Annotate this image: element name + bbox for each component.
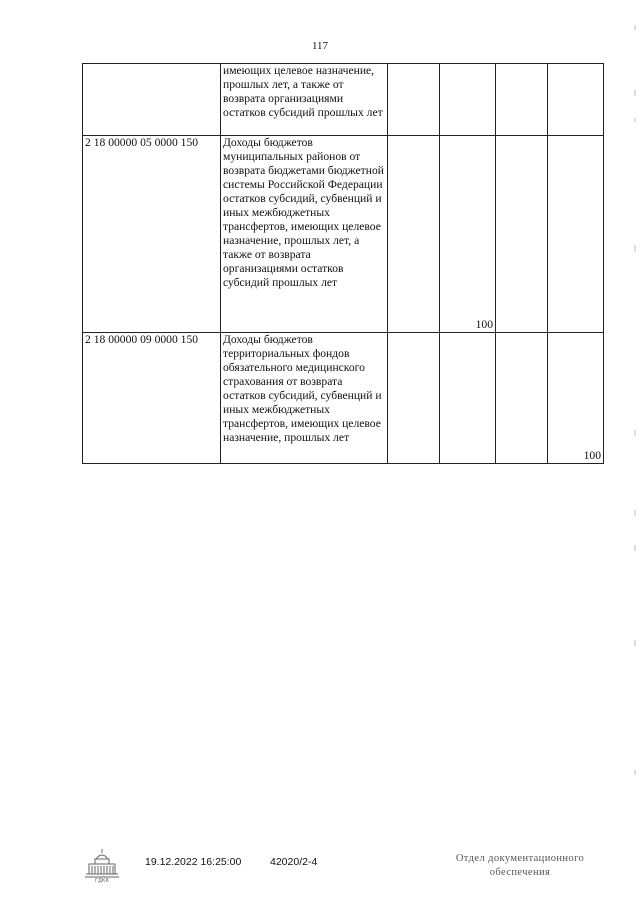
name-cell: Доходы бюджетов муниципальных районов от возврата бюджетами бюджетной системы Российской Федерации остатков субсидий, субвенций и иных межбюджетных трансфертов, имеющих целевое назначение, прошлых лет, а также от возврата организациями остатков субсидий прошлых лет xyxy=(221,136,388,333)
value-cell xyxy=(548,64,604,136)
value-cell xyxy=(388,64,440,136)
code-cell xyxy=(83,64,221,136)
building-emblem-icon xyxy=(83,847,121,883)
name-cell: Доходы бюджетов территориальных фондов обязательного медицинского страхования от возврата остатков субсидий, субвенций и иных межбюджетных трансфертов, имеющих целевое назначение, прошлых лет xyxy=(221,333,388,464)
budget-table xyxy=(82,63,604,464)
page-number: 117 xyxy=(311,40,329,52)
table-row xyxy=(83,64,604,136)
value-cell: 100 xyxy=(440,136,496,333)
value-cell xyxy=(440,64,496,136)
code-cell: 2 18 00000 09 0000 150 xyxy=(83,333,221,464)
value-cell xyxy=(496,333,548,464)
name-cell: имеющих целевое назначение, прошлых лет, а также от возврата организациями остатков субсидий прошлых лет xyxy=(221,64,388,136)
code-cell: 2 18 00000 05 0000 150 xyxy=(83,136,221,333)
value-cell xyxy=(496,64,548,136)
value-cell xyxy=(548,136,604,333)
footer-date: 19.12.2022 16:25:00 xyxy=(145,856,242,868)
value-cell xyxy=(388,136,440,333)
svg-text:ГДКК: ГДКК xyxy=(94,878,110,883)
table-row xyxy=(83,333,604,464)
stamp-line: Отдел документационного xyxy=(455,853,585,864)
footer-doc-number: 42020/2-4 xyxy=(270,856,318,868)
stamp-line: обеспечения xyxy=(489,867,551,878)
value-cell xyxy=(440,333,496,464)
scan-margin-marks xyxy=(632,0,638,905)
value-cell xyxy=(496,136,548,333)
department-stamp xyxy=(440,852,600,880)
value-cell: 100 xyxy=(548,333,604,464)
value-cell xyxy=(388,333,440,464)
table-row xyxy=(83,136,604,333)
